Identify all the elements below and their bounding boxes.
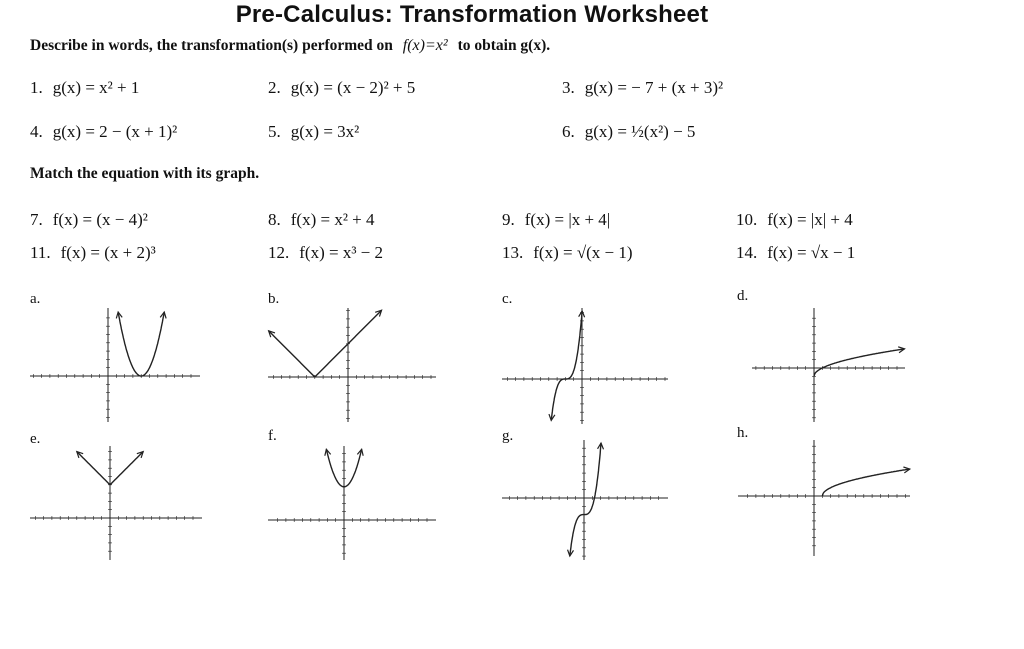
section1-instruction: [30, 37, 550, 55]
problem-8: [268, 210, 375, 230]
problem-number: 12.: [268, 243, 290, 262]
problem-number: 9.: [502, 210, 515, 229]
problem-equation: f(x) = (x − 4)²: [52, 210, 148, 229]
graph-label-e: e.: [30, 431, 41, 447]
graph-a: [30, 308, 200, 422]
problem-9: [502, 210, 610, 230]
problem-number: 1.: [30, 78, 43, 97]
problem-13: [502, 243, 633, 263]
graph-h: [738, 440, 910, 556]
problem-number: 14.: [736, 243, 758, 262]
graph-label-h: h.: [737, 425, 749, 441]
problem-number: 3.: [562, 78, 575, 97]
problem-number: 4.: [30, 122, 43, 141]
instruction-text-pre: Describe in words, the transformation(s) performed on: [30, 37, 393, 54]
problem-number: 2.: [268, 78, 281, 97]
problem-equation: f(x) = x³ − 2: [299, 243, 384, 262]
problem-6: [562, 122, 695, 142]
function-curve: [814, 349, 905, 376]
function-curve: [269, 310, 382, 377]
graph-label-c: c.: [502, 291, 513, 307]
problem-11: [30, 243, 156, 263]
problem-equation: f(x) = √(x − 1): [533, 243, 633, 262]
problem-equation: f(x) = |x| + 4: [767, 210, 853, 229]
problem-number: 10.: [736, 210, 758, 229]
graph-g: [502, 440, 668, 560]
function-curve: [570, 443, 601, 556]
problem-equation: g(x) = 3x²: [290, 122, 360, 141]
problem-4: [30, 122, 177, 142]
worksheet-title: Pre-Calculus: Transformation Worksheet: [235, 1, 709, 28]
problem-equation: f(x) = √x − 1: [767, 243, 856, 262]
problem-equation: f(x) = x² + 4: [290, 210, 375, 229]
graph-d: [752, 308, 905, 422]
instruction-text-post: to obtain g(x).: [457, 37, 551, 54]
graph-label-d: d.: [737, 288, 749, 304]
problem-12: [268, 243, 383, 263]
graph-label-g: g.: [502, 428, 514, 444]
graph-label-a: a.: [30, 291, 41, 307]
graph-e: [30, 446, 202, 560]
instruction-function: f(x)=x²: [402, 37, 448, 54]
problem-number: 11.: [30, 243, 51, 262]
problem-1: [30, 78, 139, 98]
function-curve: [551, 311, 582, 420]
problem-7: [30, 210, 148, 230]
problem-5: [268, 122, 359, 142]
graph-f: [268, 446, 436, 560]
problem-3: [562, 78, 723, 98]
problem-equation: f(x) = |x + 4|: [524, 210, 611, 229]
problem-2: [268, 78, 415, 98]
problem-equation: f(x) = (x + 2)³: [60, 243, 156, 262]
problem-equation: g(x) = − 7 + (x + 3)²: [584, 78, 724, 97]
graph-label-f: f.: [268, 428, 277, 444]
problem-equation: g(x) = 2 − (x + 1)²: [52, 122, 178, 141]
problem-equation: g(x) = ½(x²) − 5: [584, 122, 696, 141]
problem-equation: g(x) = x² + 1: [52, 78, 140, 97]
section2-instruction: Match the equation with its graph.: [30, 165, 260, 182]
function-curve: [822, 469, 910, 496]
problem-number: 5.: [268, 122, 281, 141]
graph-b: [268, 308, 436, 422]
problem-number: 8.: [268, 210, 281, 229]
graph-c: [502, 308, 668, 424]
graph-label-b: b.: [268, 291, 280, 307]
problem-number: 7.: [30, 210, 43, 229]
problem-14: [736, 243, 855, 263]
problem-number: 13.: [502, 243, 524, 262]
problem-number: 6.: [562, 122, 575, 141]
problem-10: [736, 210, 853, 230]
function-curve: [118, 312, 164, 376]
problem-equation: g(x) = (x − 2)² + 5: [290, 78, 416, 97]
